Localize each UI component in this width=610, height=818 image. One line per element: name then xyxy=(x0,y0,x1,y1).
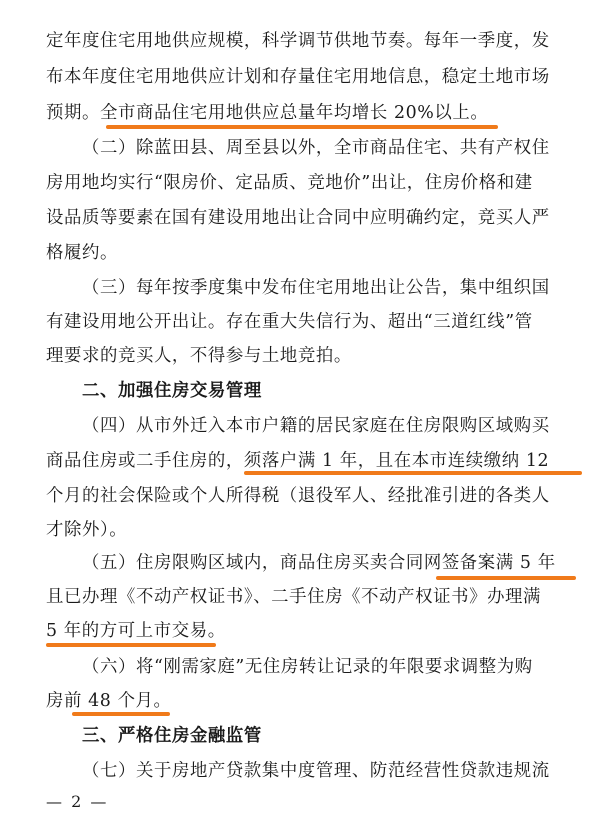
section-heading: 二、加强住房交易管理 xyxy=(82,381,262,401)
highlight-underline xyxy=(106,125,498,129)
text-line: 格履约。 xyxy=(46,243,118,263)
highlight-underline xyxy=(436,576,576,580)
paragraph-start-line: （五）住房限购区域内，商品住房买卖合同网签备案满 5 年 xyxy=(82,553,556,573)
highlight-underline xyxy=(72,712,170,716)
paragraph-start-line: （七）关于房地产贷款集中度管理、防范经营性贷款违规流 xyxy=(82,761,550,781)
text-line: 房前 48 个月。 xyxy=(46,691,172,711)
text-line: 商品住房或二手住房的，须落户满 1 年，且在本市连续缴纳 12 xyxy=(46,451,550,471)
text-line: 定年度住宅用地供应规模，科学调节供地节奏。每年一季度，发 xyxy=(46,31,550,51)
paragraph-start-line: （三）每年按季度集中发布住宅用地出让公告，集中组织国 xyxy=(82,278,550,298)
highlight-underline xyxy=(244,471,582,475)
text-line: 有建设用地公开出让。存在重大失信行为、超出“三道红线”管 xyxy=(46,312,533,332)
page-number: — 2 — xyxy=(46,792,109,811)
text-line: 5 年的方可上市交易。 xyxy=(46,621,226,641)
text-line: 且已办理《不动产权证书》、二手住房《不动产权证书》办理满 xyxy=(46,587,542,607)
text-line: 设品质等要素在国有建设用地出让合同中应明确约定，竞买人严 xyxy=(46,208,550,228)
text-line: 个月的社会保险或个人所得税（退役军人、经批准引进的各类人 xyxy=(46,486,550,506)
text-line: 才除外）。 xyxy=(46,520,128,540)
text-line: 布本年度住宅用地供应计划和存量住宅用地信息，稳定土地市场 xyxy=(46,67,550,87)
text-line: 预期。全市商品住宅用地供应总量年均增长 20%以上。 xyxy=(46,103,489,123)
paragraph-start-line: （六）将“刚需家庭”无住房转让记录的年限要求调整为购 xyxy=(82,657,533,677)
paragraph-start-line: （二）除蓝田县、周至县以外，全市商品住宅、共有产权住 xyxy=(82,138,550,158)
highlight-underline xyxy=(46,643,216,647)
paragraph-start-line: （四）从市外迁入本市户籍的居民家庭在住房限购区域购买 xyxy=(82,416,550,436)
text-line: 理要求的竞买人，不得参与土地竞拍。 xyxy=(46,346,352,366)
text-line: 房用地均实行“限房价、定品质、竞地价”出让，住房价格和建 xyxy=(46,173,533,193)
section-heading: 三、严格住房金融监管 xyxy=(82,726,262,746)
